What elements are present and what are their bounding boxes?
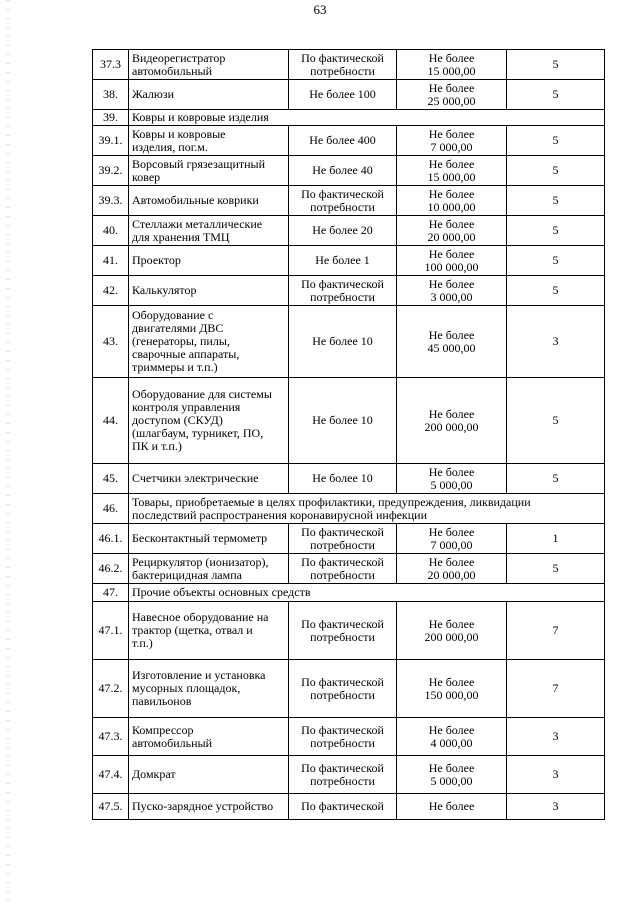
item-term: 5: [507, 126, 605, 156]
table-row: [93, 50, 605, 80]
item-quantity: Не более 400: [289, 126, 397, 156]
item-name: Компрессор автомобильный: [129, 718, 289, 756]
row-number: 47.: [93, 584, 129, 602]
item-price: Не более 25 000,00: [397, 80, 507, 110]
specification-table: [92, 49, 605, 820]
item-price: Не более 45 000,00: [397, 306, 507, 378]
item-name: Автомобильные коврики: [129, 186, 289, 216]
item-quantity: По фактической потребности: [289, 554, 397, 584]
item-price: Не более 7 000,00: [397, 524, 507, 554]
row-number: 47.3.: [93, 718, 129, 756]
item-name: Бесконтактный термометр: [129, 524, 289, 554]
item-name: Рециркулятор (ионизатор), бактерицидная лампа: [129, 554, 289, 584]
item-term: 5: [507, 554, 605, 584]
item-quantity: Не более 10: [289, 306, 397, 378]
table-row: [93, 216, 605, 246]
item-term: 7: [507, 660, 605, 718]
table-row: [93, 80, 605, 110]
item-quantity: По фактической потребности: [289, 602, 397, 660]
item-name: Ковры и ковровые изделия, пог.м.: [129, 126, 289, 156]
item-price: Не более 15 000,00: [397, 156, 507, 186]
table-row: [93, 554, 605, 584]
row-number: 46.2.: [93, 554, 129, 584]
row-number: 41.: [93, 246, 129, 276]
item-term: 5: [507, 186, 605, 216]
row-number: 47.4.: [93, 756, 129, 794]
item-quantity: Не более 10: [289, 378, 397, 464]
row-number: 38.: [93, 80, 129, 110]
item-quantity: Не более 20: [289, 216, 397, 246]
table-row: [93, 794, 605, 820]
item-term: 5: [507, 246, 605, 276]
row-number: 39.: [93, 110, 129, 126]
item-name: Домкрат: [129, 756, 289, 794]
item-term: 3: [507, 756, 605, 794]
section-title: Прочие объекты основных средств: [129, 584, 605, 602]
item-price: Не более 200 000,00: [397, 378, 507, 464]
item-term: 1: [507, 524, 605, 554]
row-number: 47.5.: [93, 794, 129, 820]
item-quantity: Не более 10: [289, 464, 397, 494]
item-price: Не более 5 000,00: [397, 464, 507, 494]
item-price: Не более 150 000,00: [397, 660, 507, 718]
item-name: Жалюзи: [129, 80, 289, 110]
item-name: Навесное оборудование на трактор (щетка, отвал и т.п.): [129, 602, 289, 660]
row-number: 40.: [93, 216, 129, 246]
table-row: [93, 378, 605, 464]
item-quantity: Не более 100: [289, 80, 397, 110]
item-price: Не более 200 000,00: [397, 602, 507, 660]
row-number: 44.: [93, 378, 129, 464]
table-row: [93, 186, 605, 216]
row-number: 39.2.: [93, 156, 129, 186]
row-number: 37.3: [93, 50, 129, 80]
item-name: Изготовление и установка мусорных площадок, павильонов: [129, 660, 289, 718]
table-row: [93, 156, 605, 186]
item-price: Не более 7 000,00: [397, 126, 507, 156]
table-row: [93, 524, 605, 554]
item-price: Не более 20 000,00: [397, 216, 507, 246]
item-price: Не более 4 000,00: [397, 718, 507, 756]
item-price: Не более 20 000,00: [397, 554, 507, 584]
item-name: Пуско-зарядное устройство: [129, 794, 289, 820]
row-number: 43.: [93, 306, 129, 378]
item-price: Не более 3 000,00: [397, 276, 507, 306]
item-name: Счетчики электрические: [129, 464, 289, 494]
row-number: 42.: [93, 276, 129, 306]
item-name: Калькулятор: [129, 276, 289, 306]
item-term: 5: [507, 80, 605, 110]
section-row: [93, 110, 605, 126]
row-number: 45.: [93, 464, 129, 494]
table-row: [93, 126, 605, 156]
table-row: [93, 756, 605, 794]
item-name: Ворсовый грязезащитный ковер: [129, 156, 289, 186]
page-number: 63: [313, 2, 327, 17]
item-quantity: По фактической потребности: [289, 186, 397, 216]
item-quantity: По фактической потребности: [289, 660, 397, 718]
item-term: 7: [507, 602, 605, 660]
item-name: Стеллажи металлические для хранения ТМЦ: [129, 216, 289, 246]
table-row: [93, 276, 605, 306]
item-quantity: По фактической потребности: [289, 718, 397, 756]
item-price: Не более 5 000,00: [397, 756, 507, 794]
item-price: Не более 10 000,00: [397, 186, 507, 216]
table-row: [93, 602, 605, 660]
item-term: 5: [507, 156, 605, 186]
row-number: 46.: [93, 494, 129, 524]
scan-edge-marks: [6, 0, 10, 905]
item-term: 3: [507, 794, 605, 820]
item-quantity: По фактической: [289, 794, 397, 820]
item-term: 5: [507, 50, 605, 80]
row-number: 46.1.: [93, 524, 129, 554]
row-number: 39.1.: [93, 126, 129, 156]
item-quantity: Не более 1: [289, 246, 397, 276]
table-row: [93, 660, 605, 718]
item-price: Не более 100 000,00: [397, 246, 507, 276]
table-row: [93, 306, 605, 378]
section-row: [93, 494, 605, 524]
item-term: 3: [507, 718, 605, 756]
row-number: 47.1.: [93, 602, 129, 660]
section-title: Ковры и ковровые изделия: [129, 110, 605, 126]
item-quantity: По фактической потребности: [289, 276, 397, 306]
item-term: 5: [507, 276, 605, 306]
item-name: Видеорегистратор автомобильный: [129, 50, 289, 80]
item-quantity: По фактической потребности: [289, 524, 397, 554]
table-row: [93, 464, 605, 494]
table-body: [93, 50, 605, 820]
item-price: Не более 15 000,00: [397, 50, 507, 80]
item-term: 5: [507, 216, 605, 246]
item-price: Не более: [397, 794, 507, 820]
row-number: 47.2.: [93, 660, 129, 718]
item-name: Проектор: [129, 246, 289, 276]
item-name: Оборудование с двигателями ДВС (генераторы, пилы, сварочные аппараты, триммеры и т.п.): [129, 306, 289, 378]
section-title: Товары, приобретаемые в целях профилактики, предупреждения, ликвидации последствий распространения коронавирусной инфекции: [129, 494, 605, 524]
item-term: 5: [507, 464, 605, 494]
item-quantity: По фактической потребности: [289, 50, 397, 80]
item-quantity: По фактической потребности: [289, 756, 397, 794]
item-name: Оборудование для системы контроля управления доступом (СКУД) (шлагбаум, турникет, ПО, ПК и т.п.): [129, 378, 289, 464]
table-row: [93, 718, 605, 756]
table-row: [93, 246, 605, 276]
section-row: [93, 584, 605, 602]
item-term: 3: [507, 306, 605, 378]
item-term: 5: [507, 378, 605, 464]
row-number: 39.3.: [93, 186, 129, 216]
item-quantity: Не более 40: [289, 156, 397, 186]
